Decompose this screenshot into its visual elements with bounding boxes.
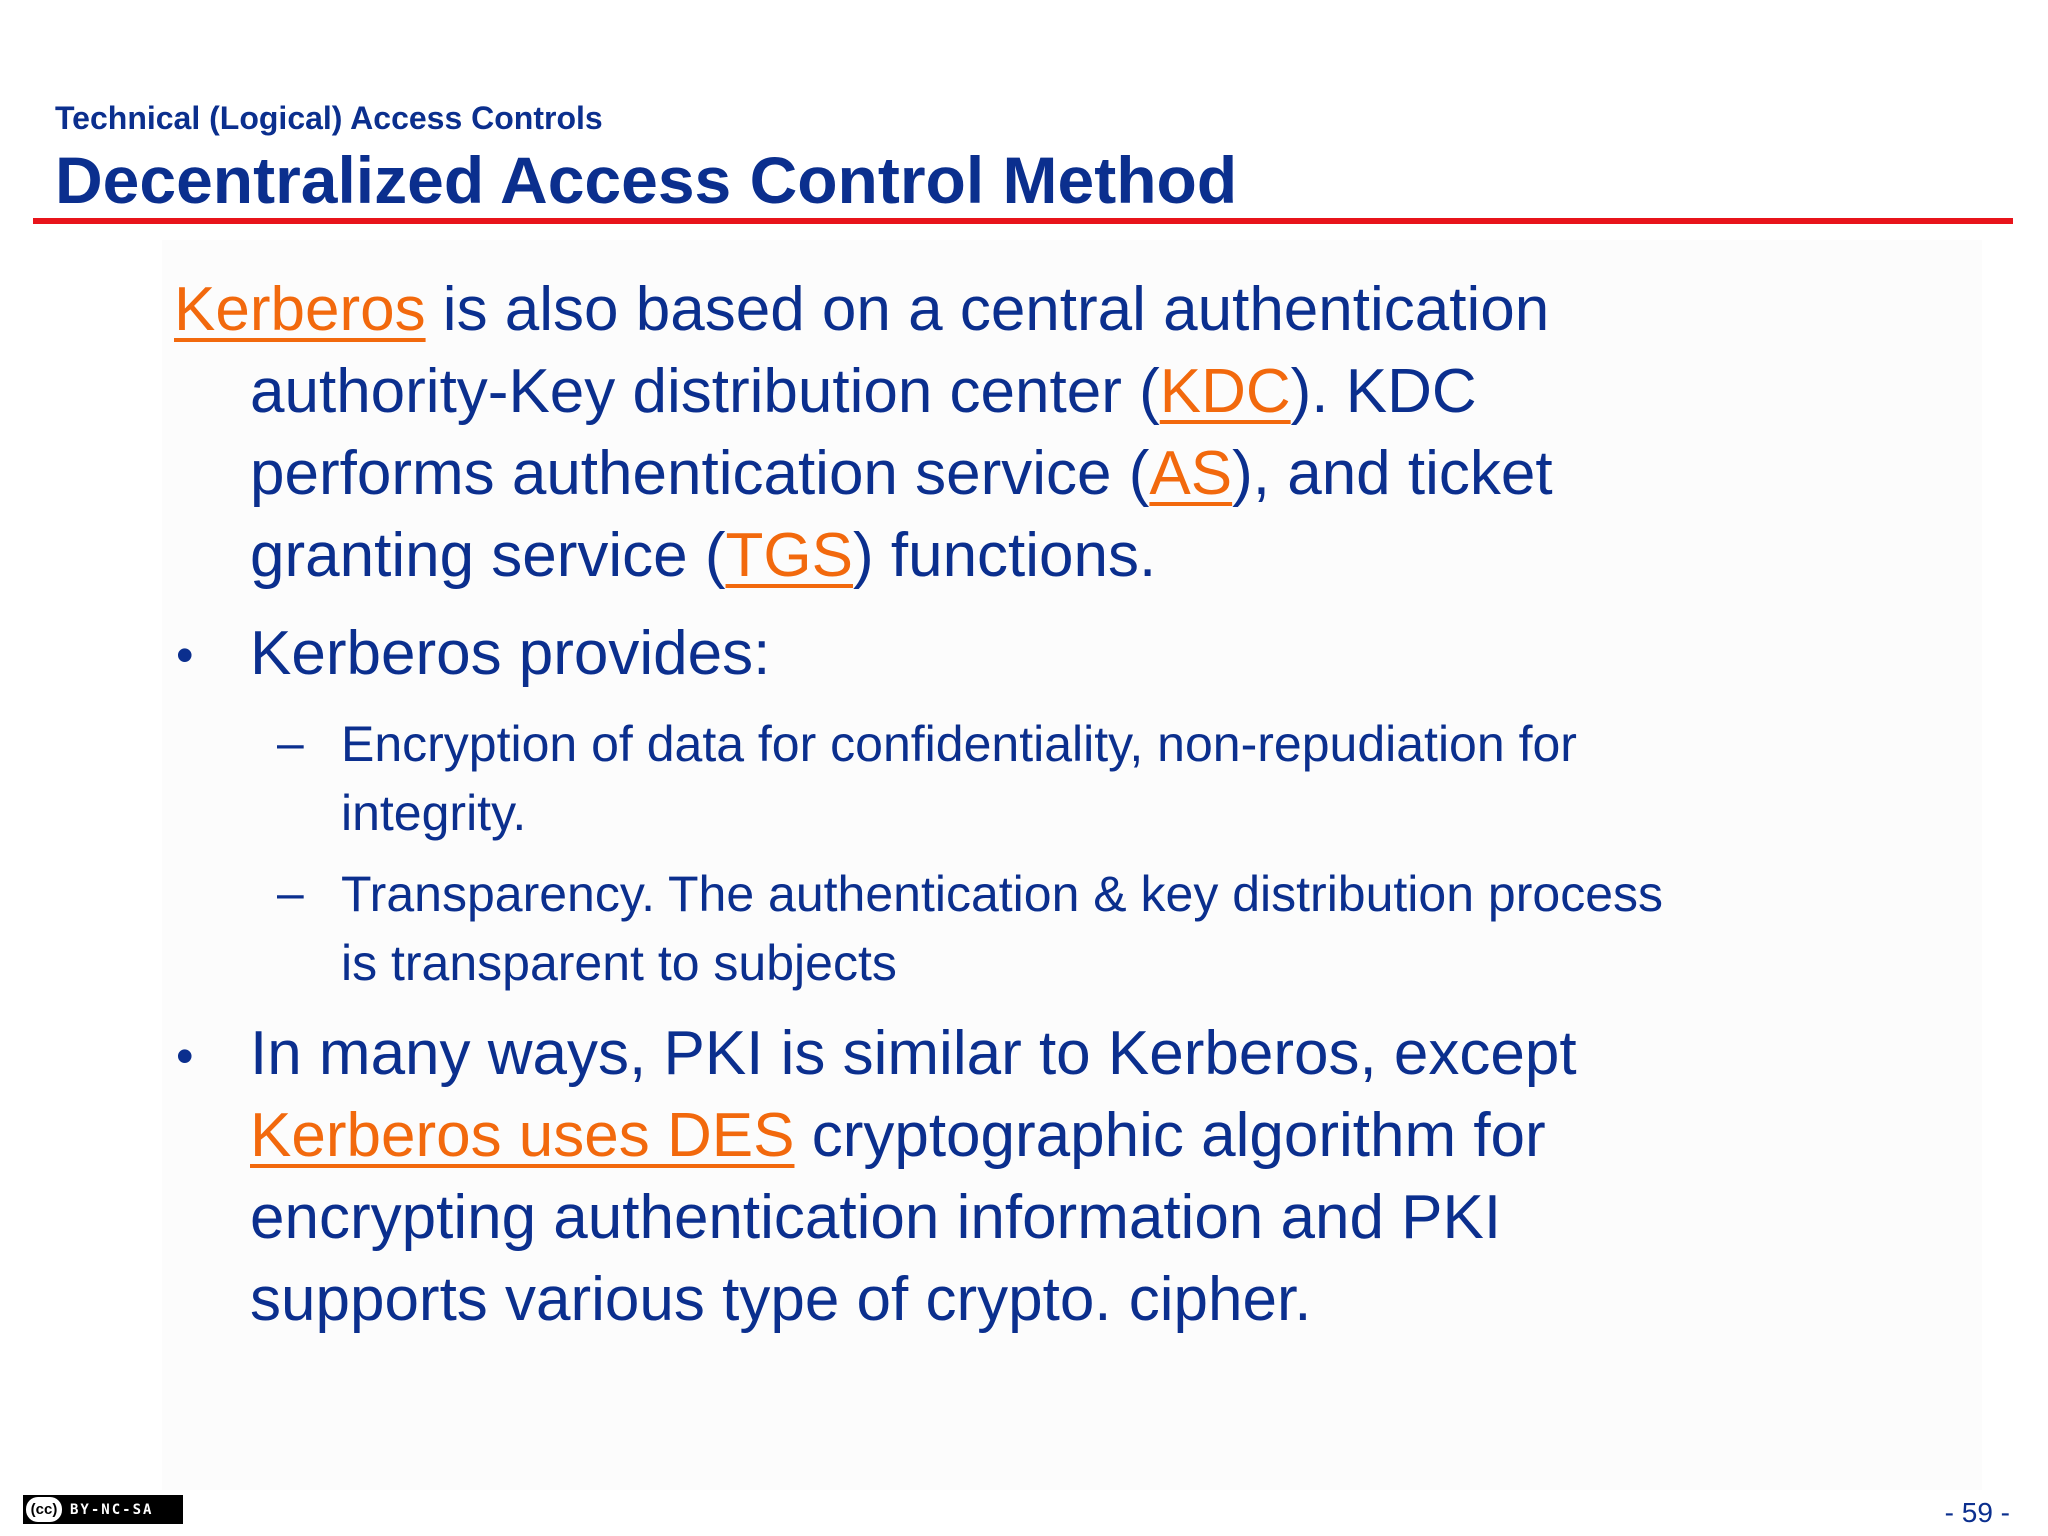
bullet-2-line-3: encrypting authentication information and PKI bbox=[250, 1183, 1502, 1252]
bullet-marker: • bbox=[176, 627, 194, 683]
intro-line-3-pre: performs authentication service ( bbox=[250, 439, 1150, 508]
bullet-marker: • bbox=[176, 1028, 194, 1084]
intro-line-1-text: is also based on a central authentication bbox=[425, 275, 1550, 344]
intro-line-3 bbox=[250, 438, 1553, 509]
intro-line-1 bbox=[174, 274, 1549, 345]
kerberos-uses-des-link[interactable]: Kerberos uses DES bbox=[250, 1101, 795, 1170]
kerberos-link[interactable]: Kerberos bbox=[174, 275, 426, 344]
bullet-2-line-2-text: cryptographic algorithm for bbox=[794, 1101, 1546, 1170]
kdc-link[interactable]: KDC bbox=[1159, 357, 1291, 426]
intro-line-3-post: ), and ticket bbox=[1232, 439, 1553, 508]
bullet-1-text: Kerberos provides: bbox=[250, 619, 771, 688]
subitem-1-line-1: Encryption of data for confidentiality, non-repudiation for bbox=[341, 716, 1577, 772]
dash-marker: – bbox=[277, 717, 304, 770]
subitem-2-line-1: Transparency. The authentication & key distribution process bbox=[341, 866, 1663, 922]
page-number: - 59 - bbox=[1944, 1497, 2010, 1528]
license-text: BY-NC-SA bbox=[70, 1501, 154, 1518]
license-badge[interactable] bbox=[23, 1495, 183, 1524]
subitem-1-line-2: integrity. bbox=[341, 785, 527, 841]
bullet-2-line-1: In many ways, PKI is similar to Kerberos, except bbox=[250, 1019, 1577, 1088]
bullet-2-line-2 bbox=[250, 1100, 1546, 1171]
intro-line-4-post: ) functions. bbox=[853, 521, 1157, 590]
intro-line-2 bbox=[250, 356, 1477, 427]
intro-line-2-pre: authority-Key distribution center ( bbox=[250, 357, 1160, 426]
intro-line-2-post: ). KDC bbox=[1290, 357, 1477, 426]
tgs-link[interactable]: TGS bbox=[725, 521, 853, 590]
bullet-2-line-4: supports various type of crypto. cipher. bbox=[250, 1265, 1312, 1334]
dash-marker: – bbox=[277, 867, 304, 920]
subitem-2-line-2: is transparent to subjects bbox=[341, 935, 897, 991]
cc-icon: (cc) bbox=[26, 1497, 62, 1522]
title-divider bbox=[33, 218, 2013, 224]
slide-title: Decentralized Access Control Method bbox=[55, 143, 1238, 217]
as-link[interactable]: AS bbox=[1149, 439, 1233, 508]
slide-subtitle: Technical (Logical) Access Controls bbox=[55, 100, 603, 136]
intro-line-4 bbox=[250, 520, 1156, 591]
intro-line-4-pre: granting service ( bbox=[250, 521, 726, 590]
